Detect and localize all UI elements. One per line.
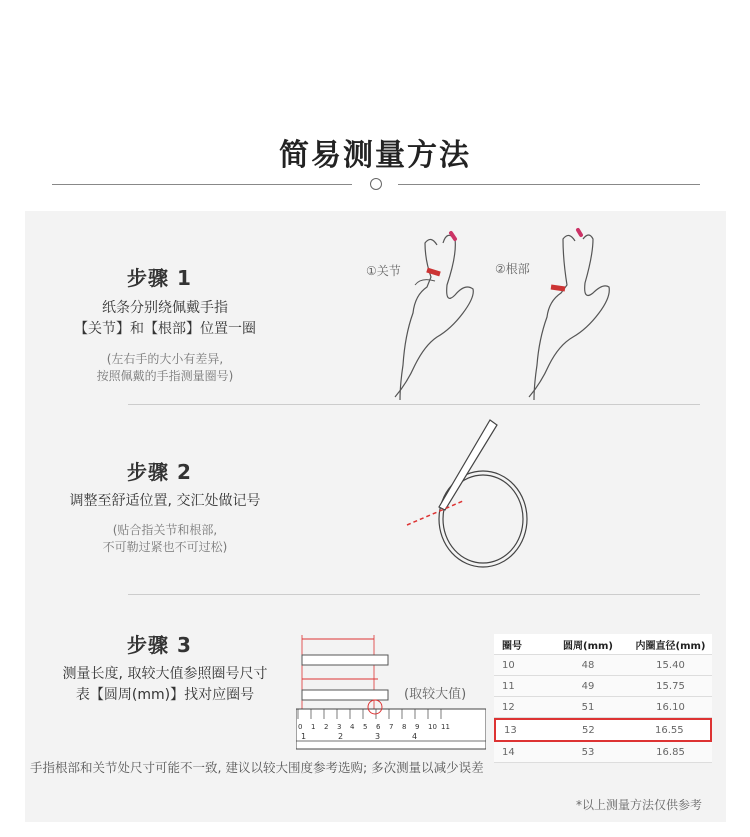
step2-note1: (贴合指关节和根部, [112, 523, 218, 537]
cell-size: 10 [502, 659, 515, 671]
title-divider-left [52, 184, 352, 185]
cell-circumference: 51 [581, 701, 595, 713]
table-row [494, 742, 712, 763]
ruler-tick-label: 4 [350, 723, 355, 731]
cell-diameter: 16.10 [656, 701, 685, 713]
ruler-inch-label: 4 [412, 732, 418, 741]
cell-circumference: 49 [581, 680, 595, 692]
paper-loop-illustration [405, 415, 535, 575]
hand-root-illustration [515, 225, 630, 400]
cell-size: 14 [502, 746, 515, 758]
hand-joint-illustration [385, 225, 500, 400]
ruler-tick-label: 2 [324, 723, 329, 731]
step2-title: 步骤 2 [127, 460, 192, 484]
step1-note1: (左右手的大小有差异, [106, 352, 224, 366]
step1-title: 步骤 1 [127, 266, 192, 290]
ruler-tick-label: 9 [415, 723, 420, 731]
cell-size: 12 [502, 701, 515, 713]
cell-diameter: 16.55 [654, 724, 684, 736]
table-row [494, 676, 712, 697]
label-root: ②根部 [495, 262, 530, 276]
page-title: 简易测量方法 [279, 138, 471, 173]
step3-line1: 测量长度, 取较大值参照圈号尺寸 [62, 666, 268, 682]
ruler-tick-label: 3 [337, 723, 342, 731]
ruler-tick-label: 10 [428, 723, 437, 731]
ruler-tick-label: 8 [402, 723, 407, 731]
cell-diameter: 16.85 [656, 746, 685, 758]
divider-circle-icon [370, 178, 382, 190]
cell-size: 13 [504, 724, 517, 736]
ruler-tick-label: 6 [376, 723, 381, 731]
header-ring-size: 圈号 [502, 640, 522, 652]
ruler-tick-label: 7 [389, 723, 394, 731]
ruler-tick-label: 0 [298, 723, 303, 731]
ruler-tick-label: 1 [311, 723, 316, 731]
ruler-inch-label: 3 [375, 732, 381, 741]
measurement-tip: 手指根部和关节处尺寸可能不一致, 建议以较大围度参考选购; 多次测量以减少误差 [30, 760, 484, 775]
step3-title: 步骤 3 [127, 633, 192, 657]
cell-circumference: 53 [581, 746, 595, 758]
step1-line1: 纸条分别绕佩戴手指 [102, 300, 228, 316]
header-inner-diameter: 内圈直径(mm) [635, 640, 706, 652]
header-circumference: 圆周(mm) [563, 640, 613, 652]
table-header-row [494, 634, 712, 655]
larger-value-label: (取较大值) [404, 687, 467, 702]
cell-diameter: 15.75 [656, 680, 685, 692]
step1-note2: 按照佩戴的手指测量圈号) [96, 369, 234, 383]
step1-line2: 【关节】和【根部】位置一圈 [74, 321, 256, 337]
label-joint: ①关节 [366, 264, 401, 278]
title-divider-right [398, 184, 700, 185]
ruler-tick-label: 11 [441, 723, 450, 731]
cell-circumference: 52 [581, 724, 595, 736]
ruler-tick-label: 5 [363, 723, 368, 731]
cell-size: 11 [502, 680, 515, 692]
ruler-inch-label: 2 [338, 732, 344, 741]
step-separator [128, 404, 700, 405]
cell-circumference: 48 [581, 659, 595, 671]
step2-note2: 不可勒过紧也不可过松) [102, 540, 228, 554]
ruler-inch-label: 1 [301, 732, 307, 741]
table-row [494, 655, 712, 676]
step2-line1: 调整至舒适位置, 交汇处做记号 [69, 493, 261, 509]
disclaimer: *以上测量方法仅供参考 [576, 798, 703, 812]
table-row-highlighted [494, 718, 712, 742]
table-row [494, 697, 712, 718]
cell-diameter: 15.40 [656, 659, 685, 671]
step-separator [128, 594, 700, 595]
step3-line2: 表【圆周(mm)】找对应圈号 [75, 687, 255, 703]
size-table [494, 634, 712, 763]
